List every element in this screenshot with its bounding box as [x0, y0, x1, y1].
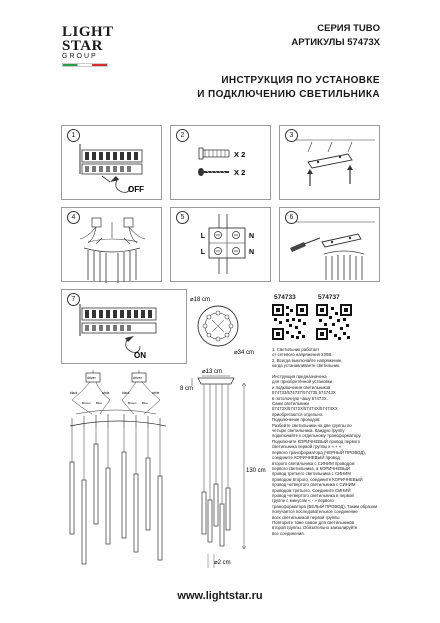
dim-height-130: 130 cm [246, 468, 266, 474]
wiring-instructions [272, 374, 384, 536]
brown-wire-label: Brown [82, 401, 91, 405]
instruction-line: и подключения светильников [272, 384, 331, 390]
step-3-panel [279, 125, 380, 200]
step-number: 6 [285, 211, 298, 224]
wall-plug-icon [199, 148, 229, 159]
off-label: OFF [128, 185, 144, 194]
white-wire-label-2: white [152, 391, 160, 395]
instruction-line: второй группы. Обязательно заизолируйте [272, 525, 358, 531]
qr-label-right: 574737 [318, 294, 340, 301]
instruction-line: все соединения. [272, 530, 305, 536]
dim-diameter-2: ⌀2 cm [214, 560, 231, 566]
note-line: от сетевого напряжения 230В. [272, 352, 333, 358]
step-number: 5 [176, 211, 189, 224]
brand-line-1: LIGHT [62, 24, 114, 40]
instruction-line: светильника первой группы к « + » [272, 444, 342, 450]
instruction-line-1: ИНСТРУКЦИЯ ПО УСТАНОВКЕ [221, 75, 380, 86]
canopy-top-view [188, 292, 268, 364]
instruction-line: для приобретённой установки [272, 379, 333, 385]
driver-label-left: driver [87, 376, 96, 380]
terminal-label-n: N [249, 233, 255, 240]
instruction-line: проводом второго, соедините КОРИЧНЕВЫЙ [272, 476, 363, 482]
instruction-line: первого трансформатора (ЧЕРНЫЙ ПРОВОД), [272, 449, 366, 455]
instruction-line: Подключите КОРИЧНЕВЫЙ провод первого [272, 438, 361, 444]
series-name: СЕРИЯ TUBO [317, 23, 380, 34]
note-line: 1. Светильник работает [272, 347, 320, 352]
dim-height-8: 8 cm [180, 386, 194, 392]
instruction-line: Подключение проводов: [272, 417, 321, 423]
dim-diameter-34: ⌀34 cm [234, 350, 254, 356]
qr-code-left [272, 304, 308, 340]
step-number: 1 [67, 129, 80, 142]
driver-label-right: driver [133, 376, 142, 380]
note-line: 2. Всегда выключайте напряжение, [272, 357, 343, 363]
plug-quantity: X 2 [234, 150, 246, 159]
note-line: когда устанавливаете светильник. [272, 363, 341, 369]
brand-logo [62, 26, 118, 67]
dim-diameter-18: ⌀18 cm [190, 297, 210, 303]
instruction-line: приобретаются отдельно. [272, 411, 324, 417]
instruction-line: 574733/574737/574735 574743X [272, 390, 336, 396]
step-number: 4 [67, 211, 80, 224]
dimension-drawing [180, 364, 270, 582]
italy-flag-stripe [62, 63, 108, 67]
instruction-line: четыре светильника. Каждую группу [272, 428, 345, 434]
brown-wire-label-2: Brown [128, 401, 137, 405]
instruction-line: провод четвертого светильника с СИНИМ [272, 482, 356, 488]
step-2-panel [170, 125, 271, 200]
step-4-panel [61, 207, 162, 282]
black-wire-label: black [70, 391, 78, 395]
instruction-line: 57473X/57472X/57474X/57474XX [272, 406, 338, 412]
step-5-panel [170, 207, 271, 282]
wiring-diagram [62, 370, 174, 582]
instruction-line: провод третьего светильника с СИНИМ [272, 471, 351, 477]
instruction-line: проводом третьего. Соедините СИНИЙ [272, 487, 351, 493]
article-numbers: АРТИКУЛЫ 57473X [291, 36, 380, 48]
instruction-line: первого светильника, а КОРИЧНЕВЫЙ [272, 465, 350, 471]
terminal-label-l: L [200, 233, 205, 240]
instruction-title [150, 74, 380, 101]
instruction-line: всех светильников первой группы. [272, 514, 341, 520]
blue-wire-label-2: Blue [142, 401, 149, 405]
instruction-line: в потолочную чашу 57473X. [272, 395, 328, 401]
instruction-line: Инструкция предназначена [272, 374, 327, 379]
instruction-line-2: И ПОДКЛЮЧЕНИЮ СВЕТИЛЬНИКА [197, 88, 380, 100]
instruction-line: Разбейте светильники на две группы по [272, 422, 352, 428]
instruction-line: провод четвертого светильника в первой [272, 492, 354, 498]
safety-notes [272, 347, 382, 369]
qr-code-right [316, 304, 352, 340]
series-block [260, 22, 380, 50]
instruction-line: получается последовательное соединение [272, 509, 358, 515]
instruction-line: Сами светильники [272, 401, 309, 407]
screw-icon [198, 168, 229, 176]
white-wire-label: white [102, 391, 110, 395]
screw-quantity: X 2 [234, 168, 246, 177]
instruction-line: трансформатора (БЕЛЫЙ ПРОВОД). Таким образом [272, 503, 378, 509]
step-7-panel [61, 289, 187, 364]
step-number: 7 [67, 293, 80, 306]
instruction-line: соедините КОРИЧНЕВЫЙ провод [272, 455, 340, 461]
black-wire-label-2: black [122, 391, 130, 395]
brand-line-3: GROUP [62, 53, 98, 60]
step-6-panel [279, 207, 380, 282]
terminal-label-n-lower: N [249, 249, 255, 256]
instruction-line: группе с минусом « - » первого [272, 498, 334, 504]
blue-wire-label: Blue [96, 401, 103, 405]
breaker-on-illustration [62, 290, 188, 365]
step-number: 3 [285, 129, 298, 142]
step-number: 2 [176, 129, 189, 142]
instruction-line: Повторите тоже самое для светильников [272, 519, 355, 525]
on-label: ON [134, 351, 146, 360]
screwdriver-icon [290, 238, 320, 252]
terminal-label-l-lower: L [200, 249, 205, 256]
instruction-line: подключайте к отдельному трансформатору. [272, 433, 362, 439]
website-url[interactable]: www.lightstar.ru [177, 590, 263, 602]
instruction-line: второго светильника с СИНИМ проводом [272, 460, 355, 466]
brand-line-2: STAR [62, 37, 103, 54]
step-1-panel [61, 125, 162, 200]
dim-diameter-13: ⌀13 cm [202, 369, 222, 375]
qr-label-left: 574733 [274, 294, 296, 301]
